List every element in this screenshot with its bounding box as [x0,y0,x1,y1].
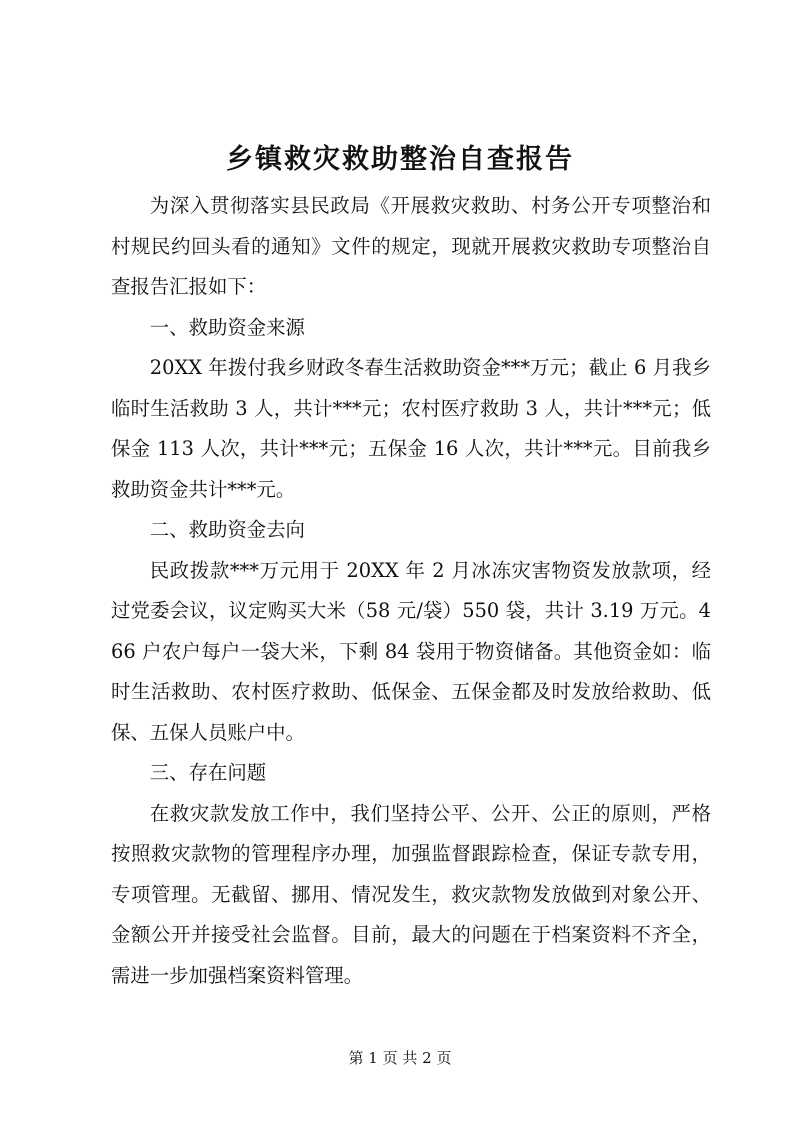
document-title: 乡镇救灾救助整治自查报告 [226,144,574,175]
section2-heading: 二、救助资金去向 [149,518,305,541]
section3-paragraph: 在救灾款发放工作中，我们坚持公平、公开、公正的原则，严格按照救灾款物的管理程序办理，加强监督跟踪检查，保证专款专用，专项管理。无截留、挪用、情况发生，救灾款物发放做到对象公开、金额公开并接受社会监督。目前，最大的问题在于档案资料不齐全，需进一步加强档案资料管理。 [111,801,711,987]
page-footer: 第 1 页 共 2 页 [348,1049,452,1067]
section1-paragraph: 20XX 年拨付我乡财政冬春生活救助资金***万元；截止 6 月我乡临时生活救助 3 人，共计***元；农村医疗救助 3 人，共计***元；低保金 113 人次，共计***元；五保金 16 人次，共计***元。目前我乡救助资金共计***元。 [111,356,711,501]
document-body [111,186,711,996]
section2-paragraph: 民政拨款***万元用于 20XX 年 2 月冰冻灾害物资发放款项，经过党委会议，议定购买大米（58 元/袋）550 袋，共计 3.19 万元。466 户农户每户一袋大米，下剩 84 袋用于物资储备。其他资金如：临时生活救助、农村医疗救助、低保金、五保金都及时发放给救助、低保、五保人员账户中。 [111,558,711,744]
section3-heading: 三、存在问题 [149,761,267,784]
section1-heading: 一、救助资金来源 [149,315,305,339]
intro-paragraph: 为深入贯彻落实县民政局《开展救灾救助、村务公开专项整治和村规民约回头看的通知》文件的规定，现就开展救灾救助专项整治自查报告汇报如下： [111,194,711,298]
